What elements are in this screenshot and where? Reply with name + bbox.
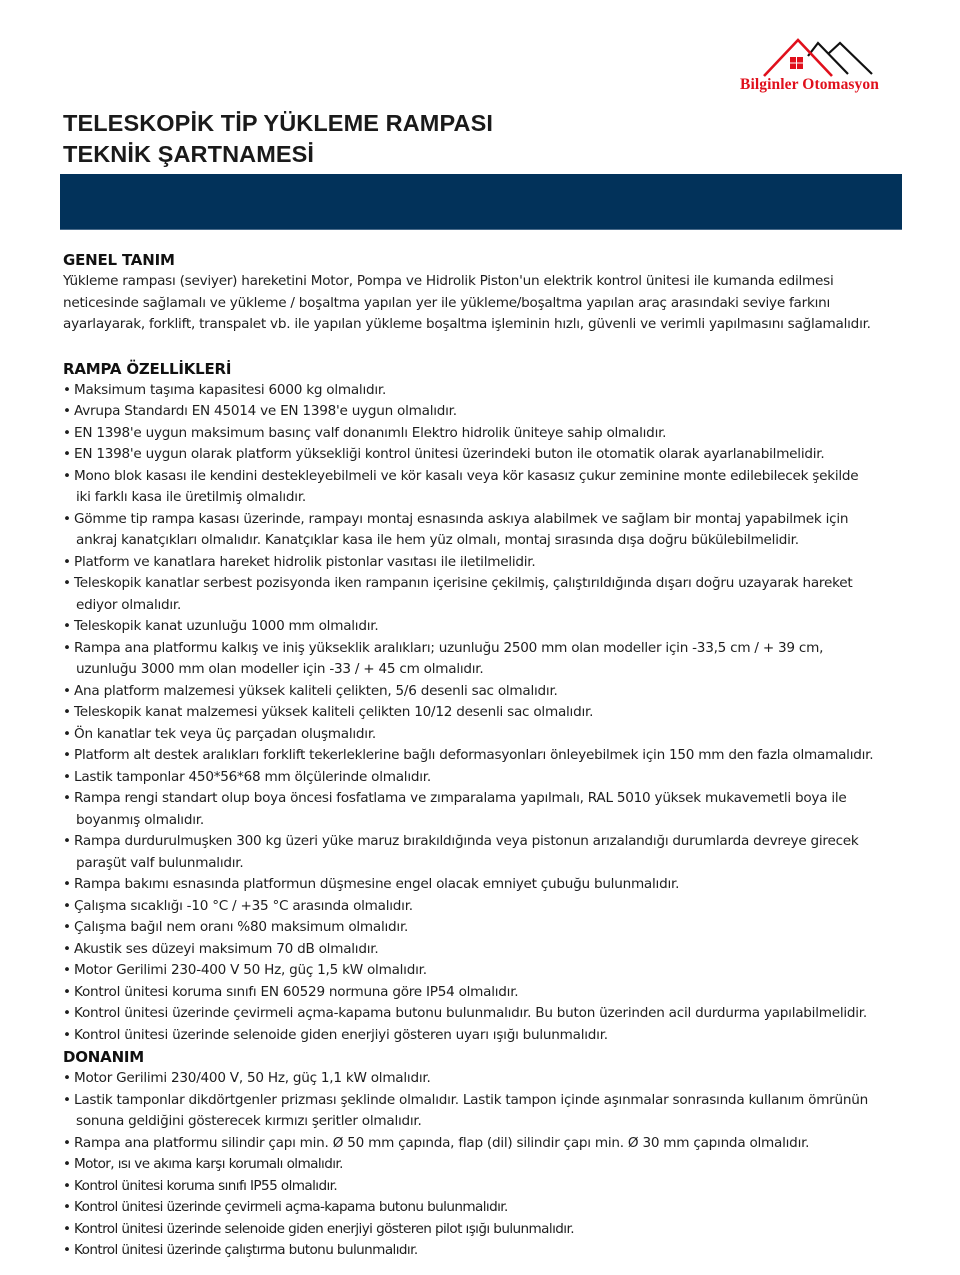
section-rampa-ozellikleri [63,358,943,1047]
list-item [63,1090,943,1133]
bullet-icon: • [63,553,71,570]
list-item [63,1197,943,1219]
list-item-text: Platform alt destek aralıkları forklift tekerleklerine bağlı deformasyonları önleyebilmek için 150 mm den fazla olmamalıdır. [74,747,874,763]
list-item [63,509,943,552]
section-heading: GENEL TANIM [63,251,175,269]
bullet-icon: • [63,768,71,785]
list-item [63,380,943,402]
list-item-text: Rampa ana platformu kalkış ve iniş yükseklik aralıkları; uzunluğu 2500 mm olan modeller için -33,5 cm / + 39 cm, [74,639,824,656]
list-item [63,960,943,982]
list-item-text: Rampa bakımı esnasında platformun düşmesine engel olacak emniyet çubuğu bulunmalıdır. [74,876,680,892]
company-name: Bilginler Otomasyon [740,76,879,93]
bullet-icon: • [63,940,71,957]
list-item-text: Kontrol ünitesi üzerinde çalıştırma butonu bulunmalıdır. [74,1242,418,1258]
header-banner [60,174,902,230]
paragraph-line: ayarlayarak, forklift, transpalet vb. ile yapılan yükleme boşaltma işleminin hızlı, güvenli ve verimli yapılmasını sağlamalıdır. [63,316,871,332]
bullet-icon: • [63,876,71,892]
list-item-text: Teleskopik kanatlar serbest pozisyonda iken rampanın içerisine çekilmiş, çalıştırıldığında dışarı doğru uzayarak hareket [74,575,853,591]
list-item-text: Maksimum taşıma kapasitesi 6000 kg olmalıdır. [74,381,387,398]
bullet-icon: • [63,919,71,935]
title-line-2: TEKNİK ŞARTNAMESİ [63,141,315,167]
list-item-text: Teleskopik kanat malzemesi yüksek kaliteli çelikten 10/12 desenli sac olmalıdır. [74,704,594,720]
bullet-icon: • [63,575,71,591]
spacer [63,336,943,358]
list-item [63,423,943,445]
bullet-icon: • [63,381,71,398]
bullet-icon: • [63,1242,71,1258]
list-item-text: Çalışma bağıl nem oranı %80 maksimum olmalıdır. [74,919,409,935]
list-item-text: sonuna geldiğini gösterecek kırmızı şeritler olmalıdır. [76,1113,422,1129]
bullet-icon: • [63,704,71,720]
bullet-icon: • [63,682,71,699]
section-heading: RAMPA ÖZELLİKLERİ [63,359,232,378]
list-item-text: Rampa durdurulmuşken 300 kg üzeri yüke maruz bırakıldığında veya pistonun arızalandığı durumlarda devreye girecek [74,833,859,849]
list-item [63,616,943,638]
paragraph-line: neticesinde sağlamalı ve yükleme / boşaltma yapılan yer ile yükleme/boşaltma yapılan araç arasındaki seviye farkını [63,294,831,311]
bullet-icon: • [63,1070,71,1086]
list-item [63,444,943,466]
list-item [63,831,943,874]
bullet-icon: • [63,424,71,441]
list-item-text: EN 1398'e uygun olarak platform yüksekliği kontrol ünitesi üzerindeki buton ile otomatik olarak ayarlanabilmelidir. [74,446,825,462]
list-item-text: Teleskopik kanat uzunluğu 1000 mm olmalıdır. [74,618,379,634]
document-title [63,108,493,170]
list-item [63,917,943,939]
section-heading: DONANIM [63,1048,145,1066]
list-item-text: Rampa ana platformu silindir çapı min. Ø 50 mm çapında, flap (dil) silindir çapı min. Ø 30 mm çapında olmalıdır. [74,1134,810,1151]
bullet-icon: • [63,618,71,634]
list-item [63,896,943,918]
list-item [63,1025,943,1047]
bullet-icon: • [63,1091,71,1108]
list-item-text: uzunluğu 3000 mm olan modeller için -33 / + 45 cm olmalıdır. [76,661,484,677]
bullet-icon: • [63,639,71,656]
list-item [63,1133,943,1155]
bullet-icon: • [63,467,71,484]
document-body [63,249,943,1262]
list-item-text: Ön kanatlar tek veya üç parçadan oluşmalıdır. [74,725,376,742]
features-list [63,380,943,1047]
list-item-text: Kontrol ünitesi üzerinde çevirmeli açma-kapama butonu bulunmalıdır. Bu buton üzerinden acil durdurma yapılabilmelidir. [74,1005,867,1021]
section-genel-tanim [63,249,943,336]
bullet-icon: • [63,1156,71,1172]
list-item [63,767,943,789]
bullet-icon: • [63,1220,71,1237]
list-item [63,1176,943,1198]
house-mountains-logo-icon [736,34,906,78]
list-item-text: EN 1398'e uygun maksimum basınç valf donanımlı Elektro hidrolik üniteye sahip olmalıdır. [74,424,667,441]
paragraph-genel-tanim [63,271,943,336]
list-item-text: Lastik tamponlar 450*56*68 mm ölçülerinde olmalıdır. [74,768,431,785]
list-item-text: Mono blok kasası ile kendini destekleyebilmeli ve kör kasalı veya kör kasasız çukur zeminine monte edilebilecek şekilde [74,467,859,484]
list-item [63,1154,943,1176]
list-item-text: Platform ve kanatlara hareket hidrolik pistonlar vasıtası ile iletilmelidir. [74,553,536,570]
list-item [63,788,943,831]
list-item-text: Motor, ısı ve akıma karşı korumalı olmalıdır. [74,1156,343,1172]
list-item [63,982,943,1004]
bullet-icon: • [63,1199,71,1215]
list-item [63,1068,943,1090]
equipment-list [63,1068,943,1262]
list-item-text: Motor Gerilimi 230-400 V 50 Hz, güç 1,5 kW olmalıdır. [74,962,427,978]
list-item [63,1003,943,1025]
list-item-text: Gömme tip rampa kasası üzerinde, rampayı montaj esnasında askıya alabilmek ve sağlam bir montaj yapabilmek için [74,510,849,527]
list-item [63,552,943,574]
bullet-icon: • [63,446,71,462]
list-item [63,638,943,681]
section-donanim [63,1046,943,1262]
list-item [63,1219,943,1241]
list-item-text: Rampa rengi standart olup boya öncesi fosfatlama ve zımparalama yapılmalı, RAL 5010 yüksek mukavemetli boya ile [74,790,847,806]
list-item [63,681,943,703]
bullet-icon: • [63,747,71,763]
list-item [63,724,943,746]
list-item-text: iki farklı kasa ile üretilmiş olmalıdır. [76,489,306,505]
company-logo [736,34,906,96]
paragraph-line: Yükleme rampası (seviyer) hareketini Motor, Pompa ve Hidrolik Piston'un elektrik kontrol ünitesi ile kumanda edilmesi [63,273,834,289]
title-line-1: TELESKOPİK TİP YÜKLEME RAMPASI [63,110,493,136]
list-item-text: Avrupa Standardı EN 45014 ve EN 1398'e uygun olmalıdır. [74,403,457,419]
bullet-icon: • [63,1177,71,1194]
list-item [63,401,943,423]
bullet-icon: • [63,833,71,849]
bullet-icon: • [63,1134,71,1151]
bullet-icon: • [63,962,71,978]
bullet-icon: • [63,510,71,527]
list-item-text: Kontrol ünitesi üzerinde çevirmeli açma-kapama butonu bulunmalıdır. [74,1199,508,1215]
list-item-text: paraşüt valf bulunmalıdır. [76,854,244,871]
bullet-icon: • [63,983,71,1000]
list-item [63,745,943,767]
list-item-text: Ana platform malzemesi yüksek kaliteli çelikten, 5/6 desenli sac olmalıdır. [74,682,558,699]
list-item [63,939,943,961]
list-item-text: ediyor olmalıdır. [76,596,182,613]
list-item-text: Kontrol ünitesi üzerinde selenoide giden enerjiyi gösteren pilot ışığı bulunmalıdır. [74,1220,574,1237]
bullet-icon: • [63,725,71,742]
list-item-text: Kontrol ünitesi üzerinde selenoide giden enerjiyi gösteren uyarı ışığı bulunmalıdır. [74,1026,608,1043]
list-item-text: Lastik tamponlar dikdörtgenler prizması şeklinde olmalıdır. Lastik tampon içinde aşınmalar sonrasında kullanım ömrünün [74,1091,868,1108]
list-item [63,702,943,724]
bullet-icon: • [63,897,71,914]
bullet-icon: • [63,403,71,419]
list-item-text: Kontrol ünitesi koruma sınıfı EN 60529 normuna göre IP54 olmalıdır. [74,983,519,1000]
list-item-text: Akustik ses düzeyi maksimum 70 dB olmalıdır. [74,940,379,957]
list-item [63,573,943,616]
list-item [63,466,943,509]
list-item-text: Çalışma sıcaklığı -10 °C / +35 °C arasında olmalıdır. [74,897,413,914]
bullet-icon: • [63,1026,71,1043]
list-item [63,1240,943,1262]
list-item [63,874,943,896]
bullet-icon: • [63,790,71,806]
list-item-text: Motor Gerilimi 230/400 V, 50 Hz, güç 1,1 kW olmalıdır. [74,1070,431,1086]
list-item-text: Kontrol ünitesi koruma sınıfı IP55 olmalıdır. [74,1177,338,1194]
list-item-text: boyanmış olmalıdır. [76,811,204,828]
bullet-icon: • [63,1005,71,1021]
list-item-text: ankraj kanatçıkları olmalıdır. Kanatçıklar kasa ile hem yüz olmalı, montaj sırasında dışa doğru bükülebilmelidir. [76,532,799,548]
